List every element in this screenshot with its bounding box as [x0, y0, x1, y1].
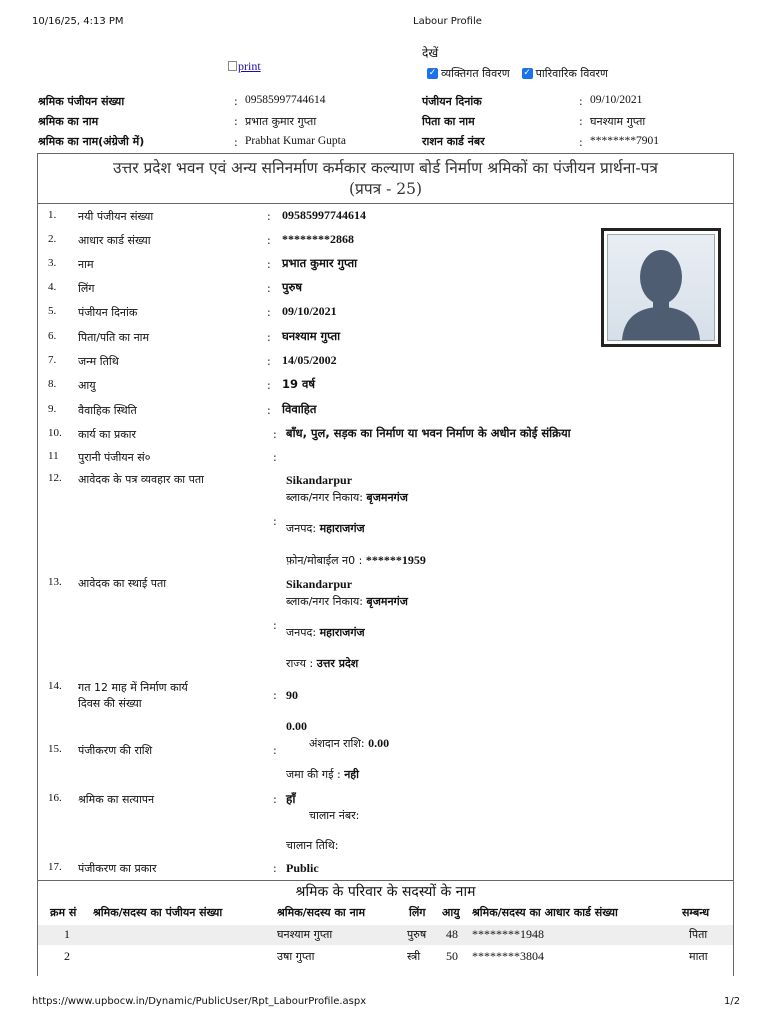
address-phone-label: फ़ोन/मोबाईल न0 :: [286, 554, 363, 567]
field-colon: :: [267, 210, 271, 223]
field-colon: :: [273, 515, 277, 528]
cell-aadhaar: ********1948: [472, 927, 544, 941]
verification-value: हाँ: [286, 792, 296, 806]
col-header-relation: सम्बन्ध: [682, 906, 710, 919]
workdays-value: 90: [286, 688, 298, 702]
field-colon: :: [267, 404, 271, 417]
cell-aadhaar: ********3804: [472, 949, 544, 963]
address-district-value: महाराजगंज: [319, 522, 365, 535]
print-link-label: print: [238, 59, 261, 73]
cell-gender: पुरुष: [407, 928, 427, 941]
field-label: पुरानी पंजीयन सं०: [78, 451, 151, 464]
field-label: आवेदक का स्थाई पता: [78, 577, 167, 590]
field-colon: :: [267, 234, 271, 247]
field-label: श्रमिक का सत्यापन: [78, 793, 155, 806]
summary-father: घनश्याम गुप्ता: [590, 115, 646, 128]
field-label: कार्य का प्रकार: [78, 428, 137, 441]
summary-colon: :: [579, 95, 583, 108]
summary-ration: ********7901: [590, 135, 659, 147]
print-datetime: 10/16/25, 4:13 PM: [32, 16, 124, 27]
personal-details-checkbox[interactable]: ✓: [428, 68, 437, 78]
field-value: बाँध, पुल, सड़क का निर्माण या भवन निर्माण के अधीन कोई संक्रिया: [286, 426, 571, 440]
table-row-bg: [38, 925, 733, 945]
address-district: [286, 521, 365, 536]
field-colon: :: [273, 793, 277, 806]
summary-colon: :: [579, 136, 583, 149]
field-label: पिता/पति का नाम: [78, 331, 150, 344]
field-label: नाम: [78, 258, 94, 271]
col-header-sn: क्रम सं: [50, 906, 77, 919]
summary-colon: :: [234, 95, 238, 108]
field-num: 12.: [48, 472, 62, 484]
summary-name: प्रभात कुमार गुप्ता: [245, 115, 317, 128]
family-table-title: श्रमिक के परिवार के सदस्यों के नाम: [295, 884, 476, 900]
field-value: 09585997744614: [282, 208, 366, 222]
field-num: 4.: [48, 281, 57, 293]
cell-age: 48: [446, 927, 458, 941]
summary-reg-no-label: श्रमिक पंजीयन संख्या: [38, 95, 125, 108]
reg-type-value: Public: [286, 861, 319, 875]
view-options: [427, 66, 608, 81]
field-value: घनश्याम गुप्ता: [282, 329, 341, 343]
field-num: 16.: [48, 792, 62, 804]
field-num: 13.: [48, 576, 62, 588]
field-colon: :: [267, 355, 271, 368]
field-colon: :: [273, 744, 277, 757]
field-value: प्रभात कुमार गुप्ता: [282, 256, 358, 270]
cell-sn: 1: [64, 927, 70, 941]
col-header-gender: लिंग: [409, 906, 426, 919]
cell-sn: 2: [64, 949, 70, 963]
summary-colon: :: [234, 136, 238, 149]
field-value: 09/10/2021: [282, 304, 337, 318]
field-colon: :: [273, 862, 277, 875]
field-num: 9.: [48, 403, 57, 415]
col-header-aadhaar: श्रमिक/सदस्य का आधार कार्ड संख्या: [472, 906, 618, 919]
field-label-line1: गत 12 माह में निर्माण कार्य: [78, 681, 188, 694]
col-header-age: आयु: [442, 906, 460, 919]
avatar-placeholder: [607, 234, 715, 341]
fee-deposited-value: नही: [344, 768, 359, 781]
family-details-label[interactable]: पारिवारिक विवरण: [535, 67, 608, 80]
field-label: लिंग: [78, 282, 95, 295]
summary-reg-date: 09/10/2021: [590, 94, 643, 106]
address-phone: [286, 553, 426, 568]
fee-deposited: [286, 767, 359, 782]
print-url: https://www.upbocw.in/Dynamic/PublicUser/Rpt_LabourProfile.aspx: [32, 996, 367, 1007]
field-colon: :: [267, 331, 271, 344]
field-num: 6.: [48, 330, 57, 342]
perm-address-district: [286, 625, 365, 640]
field-colon: :: [267, 306, 271, 319]
field-value: 14/05/2002: [282, 353, 337, 367]
field-num: 7.: [48, 354, 57, 366]
cell-age: 50: [446, 949, 458, 963]
field-label: पंजीकरण का प्रकार: [78, 862, 157, 875]
fee-contribution-value: 0.00: [368, 736, 390, 750]
personal-details-label[interactable]: व्यक्तिगत विवरण: [441, 67, 510, 80]
field-colon: :: [273, 619, 277, 632]
cell-name: उषा गुप्ता: [277, 950, 315, 963]
address-phone-value: ******1959: [365, 553, 426, 567]
print-page-number: 1/2: [724, 996, 741, 1007]
field-label: पंजीकरण की राशि: [78, 744, 153, 757]
address-block-value: बृजमनगंज: [366, 491, 408, 504]
field-colon: :: [267, 282, 271, 295]
field-label: आधार कार्ड संख्या: [78, 234, 151, 247]
field-label: वैवाहिक स्थिति: [78, 404, 137, 417]
fee-deposited-label: जमा की गई :: [286, 768, 341, 781]
field-label: आयु: [78, 379, 96, 392]
cell-name: घनश्याम गुप्ता: [277, 928, 333, 941]
fee-value: 0.00: [286, 719, 307, 733]
field-colon: :: [267, 379, 271, 392]
field-num: 3.: [48, 257, 57, 269]
field-value: 19 वर्ष: [282, 377, 316, 391]
field-num: 2.: [48, 233, 57, 245]
field-num: 14.: [48, 680, 62, 692]
address-district-label: जनपद:: [286, 522, 317, 535]
field-colon: :: [273, 428, 277, 441]
field-label: जन्म तिथि: [78, 355, 119, 368]
field-num: 17.: [48, 861, 62, 873]
form-title-line1: उत्तर प्रदेश भवन एवं अन्य सनिनर्माण कर्मकार कल्याण बोर्ड निर्माण श्रमिकों का पंजीयन प्रार्थना-पत्र: [113, 159, 658, 177]
field-label: पंजीयन दिनांक: [78, 306, 138, 319]
perm-address-line1: Sikandarpur: [286, 577, 353, 591]
field-num: 11: [48, 450, 59, 462]
summary-colon: :: [579, 115, 583, 128]
view-label: देखें: [422, 46, 439, 60]
perm-address-district-value: महाराजगंज: [319, 626, 365, 639]
perm-address-district-label: जनपद:: [286, 626, 317, 639]
field-label: आवेदक के पत्र व्यवहार का पता: [78, 473, 205, 486]
perm-address-state-value: उत्तर प्रदेश: [316, 657, 359, 670]
summary-reg-date-label: पंजीयन दिनांक: [422, 95, 482, 108]
cell-relation: माता: [689, 950, 708, 963]
cell-gender: स्त्री: [407, 950, 421, 963]
family-details-checkbox[interactable]: ✓: [523, 68, 531, 78]
perm-address-block: [286, 594, 408, 609]
family-divider: [38, 880, 733, 881]
field-label: नयी पंजीयन संख्या: [78, 210, 154, 223]
perm-address-block-label: ब्लाक/नगर निकाय:: [286, 595, 363, 608]
fee-contribution-label: अंशदान राशि:: [309, 737, 365, 750]
address-block-label: ब्लाक/नगर निकाय:: [286, 491, 363, 504]
perm-address-state-label: राज्य :: [286, 657, 314, 670]
col-header-name: श्रमिक/सदस्य का नाम: [277, 906, 366, 919]
cell-relation: पिता: [689, 928, 708, 941]
field-colon: :: [273, 451, 277, 464]
field-value: पुरुष: [282, 280, 303, 294]
field-value: ********2868: [282, 232, 354, 246]
field-colon: :: [273, 689, 277, 702]
field-colon: :: [267, 258, 271, 271]
title-divider: [38, 203, 733, 204]
applicant-photo: [601, 228, 721, 347]
form-title-line2: (प्रपत्र - 25): [348, 180, 423, 198]
perm-address-state: [286, 656, 358, 671]
challan-date-label: चालान तिथि:: [286, 839, 339, 852]
field-num: 15.: [48, 743, 62, 755]
field-num: 5.: [48, 305, 57, 317]
address-line1: Sikandarpur: [286, 473, 353, 487]
summary-name-label: श्रमिक का नाम: [38, 115, 99, 128]
summary-name-en-label: श्रमिक का नाम(अंग्रेजी में): [38, 135, 145, 148]
summary-colon: :: [234, 115, 238, 128]
field-num: 8.: [48, 378, 57, 390]
field-value: विवाहित: [282, 402, 317, 416]
field-label-line2: दिवस की संख्या: [78, 697, 142, 710]
summary-name-en: Prabhat Kumar Gupta: [245, 135, 346, 147]
challan-no-label: चालान नंबर:: [309, 809, 360, 822]
summary-father-label: पिता का नाम: [422, 115, 475, 128]
person-silhouette-icon: [608, 235, 714, 340]
broken-image-icon: [228, 61, 237, 71]
fee-contribution: [309, 736, 389, 751]
field-num: 1.: [48, 209, 57, 221]
address-block: [286, 490, 408, 505]
summary-ration-label: राशन कार्ड नंबर: [422, 135, 485, 148]
form-title: [37, 158, 734, 200]
print-page-title: Labour Profile: [413, 16, 482, 27]
perm-address-block-value: बृजमनगंज: [366, 595, 408, 608]
col-header-reg: श्रमिक/सदस्य का पंजीयन संख्या: [93, 906, 223, 919]
print-link[interactable]: [228, 59, 261, 74]
field-num: 10.: [48, 427, 62, 439]
summary-reg-no: 09585997744614: [245, 94, 326, 106]
